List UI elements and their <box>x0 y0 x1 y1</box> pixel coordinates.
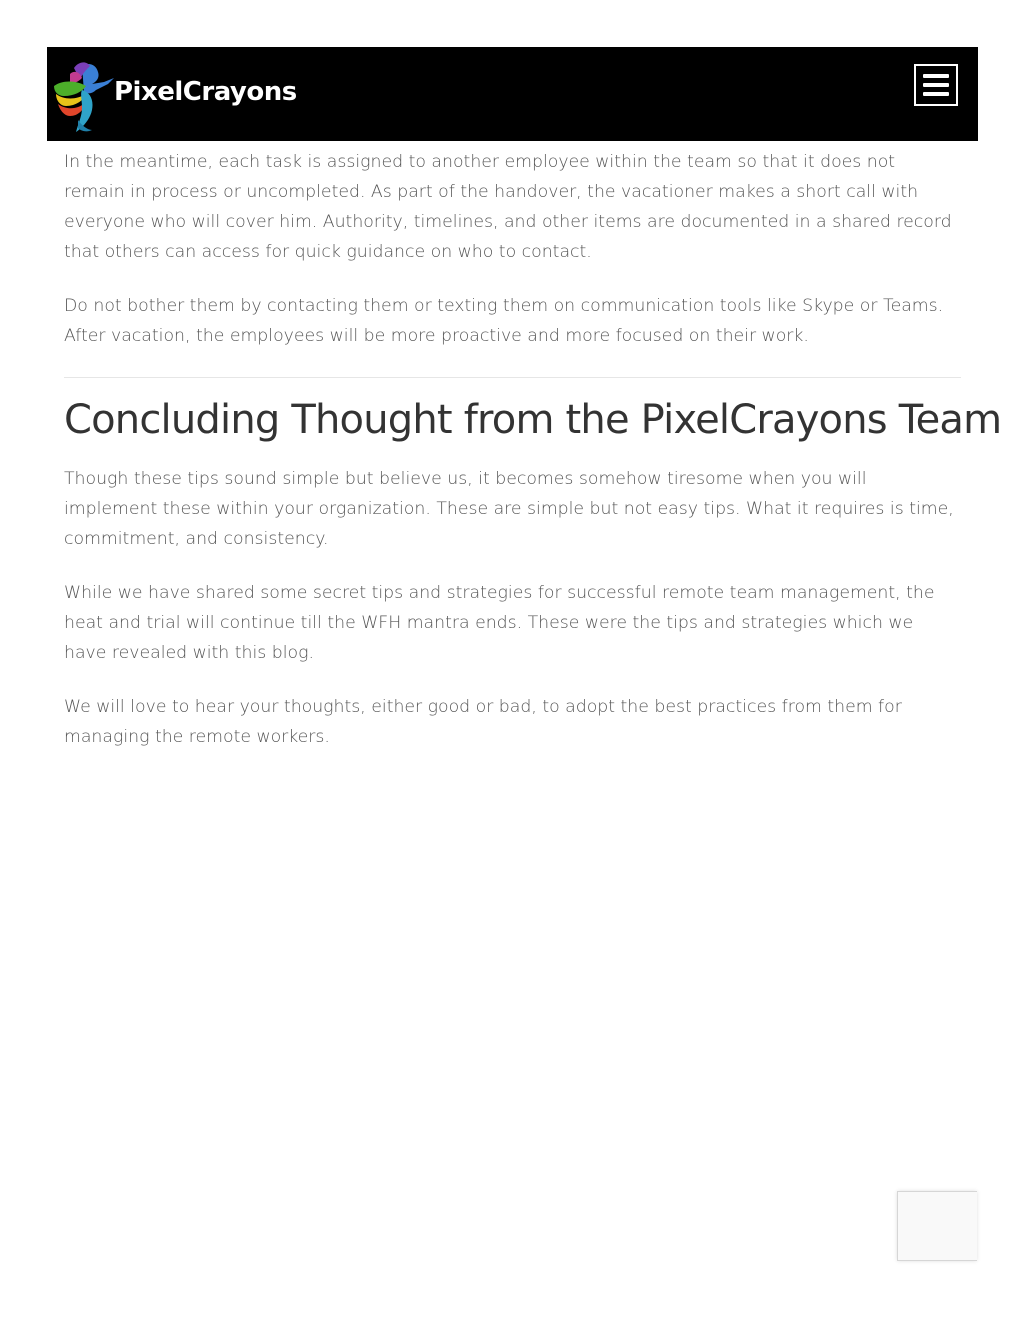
paragraph-hear-thoughts: We will love to hear your thoughts, either good or bad, to adopt the best practices from them for managing the remote workers. <box>64 697 902 747</box>
menu-button[interactable] <box>914 64 958 106</box>
logo-text: PixelCrayons <box>114 77 297 107</box>
section-heading: Concluding Thought from the PixelCrayons Team <box>64 397 1002 443</box>
hummingbird-logo-icon <box>52 60 116 134</box>
paragraph-tips-simple: Though these tips sound simple but believe us, it becomes somehow tiresome when you will implement these within your organization. These are simple but not easy tips. What it requires is time, commitment, and consistency. <box>64 469 954 549</box>
paragraph-handover: In the meantime, each task is assigned to another employee within the team so that it does not remain in process or uncompleted. As part of the handover, the vacationer makes a short call with everyone who will cover him. Authority, timelines, and other items are documented in a shared record that others can access for quick guidance on who to contact. <box>64 152 952 262</box>
hamburger-menu-icon <box>923 74 949 96</box>
site-header <box>47 47 978 141</box>
recaptcha-badge[interactable] <box>897 1191 977 1261</box>
section-divider <box>64 377 961 378</box>
pixelcrayons-logo[interactable] <box>52 59 302 135</box>
paragraph-strategies: While we have shared some secret tips and strategies for successful remote team management, the heat and trial will continue till the WFH mantra ends. These were the tips and strategies which we have revealed with this blog. <box>64 583 935 663</box>
paragraph-do-not-bother: Do not bother them by contacting them or texting them on communication tools like Skype or Teams. After vacation, the employees will be more proactive and more focused on their work. <box>64 296 944 346</box>
article-content <box>64 147 1002 776</box>
